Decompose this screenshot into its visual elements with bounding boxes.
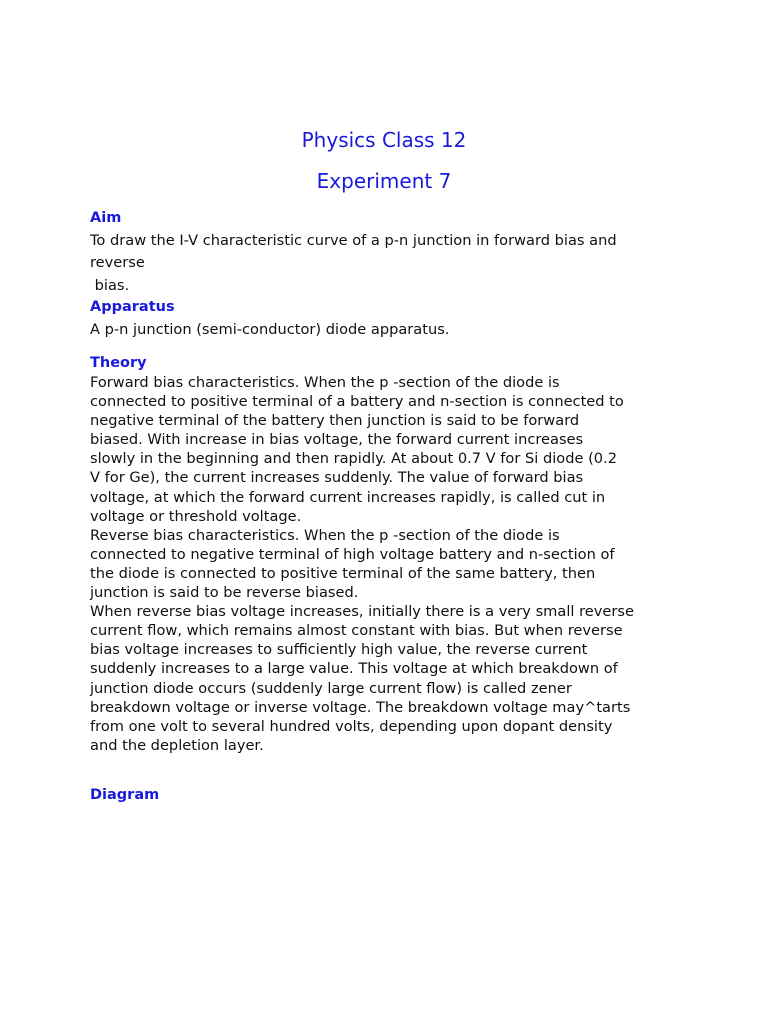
theory-line: bias voltage increases to sufficiently high value, the reverse current [90,641,588,659]
theory-line: connected to positive terminal of a battery and n-section is connected to [90,393,624,411]
diagram-heading: Diagram [90,787,160,803]
theory-line: Forward bias characteristics. When the p -section of the diode is [90,374,560,391]
theory-line: junction diode occurs (suddenly large current flow) is called zener [90,679,572,697]
aim-line-2: reverse [90,254,145,271]
theory-line: breakdown voltage or inverse voltage. The breakdown voltage may^tarts [90,698,631,716]
theory-line: current flow, which remains almost constant with bias. But when reverse [90,622,623,640]
page-subtitle: Experiment 7 [316,169,452,193]
theory-line: from one volt to several hundred volts, depending upon dopant density [90,717,613,735]
theory-line: When reverse bias voltage increases, initially there is a very small reverse [90,603,634,621]
theory-line: V for Ge), the current increases suddenly. The value of forward bias [90,469,584,487]
theory-line: and the depletion layer. [90,736,264,754]
theory-line: slowly in the beginning and then rapidly. At about 0.7 V for Si diode (0.2 [90,450,617,468]
theory-line: connected to negative terminal of high voltage battery and n-section of [90,545,615,563]
theory-line: voltage or threshold voltage. [90,507,302,525]
theory-line: junction is said to be reverse biased. [90,584,359,602]
apparatus-heading: Apparatus [90,299,175,315]
aim-heading: Aim [90,210,122,226]
apparatus-line-1: A p-n junction (semi-conductor) diode apparatus. [90,321,450,338]
page-title: Physics Class 12 [301,128,467,152]
theory-line: the diode is connected to positive terminal of the same battery, then [90,564,596,582]
aim-line-1: To draw the I-V characteristic curve of a p-n junction in forward bias and [90,232,617,249]
aim-line-3: bias. [90,277,130,294]
theory-heading: Theory [90,355,147,371]
theory-line: voltage, at which the forward current increases rapidly, is called cut in [90,488,606,506]
theory-text [90,373,634,755]
theory-line: negative terminal of the battery then junction is said to be forward [90,412,580,430]
theory-line: suddenly increases to a large value. This voltage at which breakdown of [90,660,618,678]
theory-line: Reverse bias characteristics. When the p -section of the diode is [90,526,560,544]
theory-line: biased. With increase in bias voltage, the forward current increases [90,431,584,449]
